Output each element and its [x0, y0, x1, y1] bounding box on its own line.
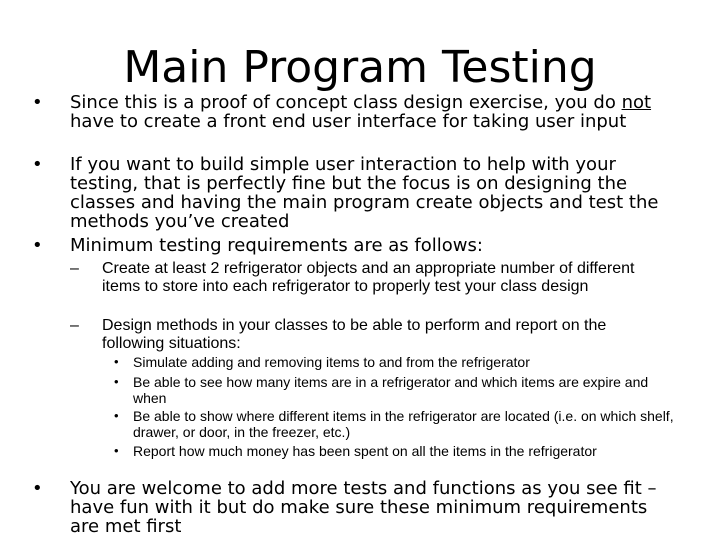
bullet-item: [32, 93, 672, 131]
bullet-marker: •: [32, 92, 43, 113]
bullet-marker: •: [114, 354, 119, 369]
sub-sub-bullet-item: [114, 354, 674, 370]
sub-sub-bullet-item: [114, 408, 674, 440]
sub-bullet-item: [70, 317, 650, 352]
bullet-marker: •: [32, 154, 43, 175]
bullet-item: [32, 479, 672, 536]
bullet-marker: •: [114, 443, 119, 458]
bullet-text: You are welcome to add more tests and functions as you see fit – have fun with it but do make sure these minimum requirements are met first: [70, 478, 657, 537]
sub-sub-bullet-item: [114, 374, 674, 406]
bullet-marker: •: [114, 408, 119, 423]
slide-title: Main Program Testing: [123, 42, 597, 93]
sub-sub-bullet-text: Simulate adding and removing items to and from the refrigerator: [133, 354, 530, 370]
bullet-text: If you want to build simple user interaction to help with your testing, that is perfectly fine but the focus is on designing the classes and having the main program create objects and test the methods you’ve created: [70, 154, 659, 232]
sub-sub-bullet-text: Report how much money has been spent on all the items in the refrigerator: [133, 443, 597, 459]
sub-sub-bullet-item: [114, 443, 674, 459]
bullet-text: Minimum testing requirements are as follows:: [70, 235, 483, 256]
dash-marker: –: [70, 317, 79, 334]
bullet-item: [32, 155, 672, 231]
sub-sub-bullet-text: Be able to show where different items in the refrigerator are located (i.e. on which shelf, drawer, or door, in the freezer, etc.): [133, 408, 674, 440]
sub-sub-bullet-text: Be able to see how many items are in a refrigerator and which items are expire and when: [133, 374, 649, 406]
bullet-text: Since this is a proof of concept class design exercise, you do not have to create a front end user interface for taking user input: [70, 92, 652, 132]
dash-marker: –: [70, 260, 79, 277]
sub-bullet-text: Design methods in your classes to be able to perform and report on the following situations:: [102, 317, 607, 352]
bullet-marker: •: [114, 374, 119, 389]
sub-bullet-item: [70, 260, 650, 295]
bullet-marker: •: [32, 478, 43, 499]
emphasis-not: not: [621, 92, 652, 113]
bullet-marker: •: [32, 235, 43, 256]
sub-bullet-text: Create at least 2 refrigerator objects and an appropriate number of different items to store into each refrigerator to properly test your class design: [102, 260, 635, 295]
bullet-item: [32, 236, 672, 255]
